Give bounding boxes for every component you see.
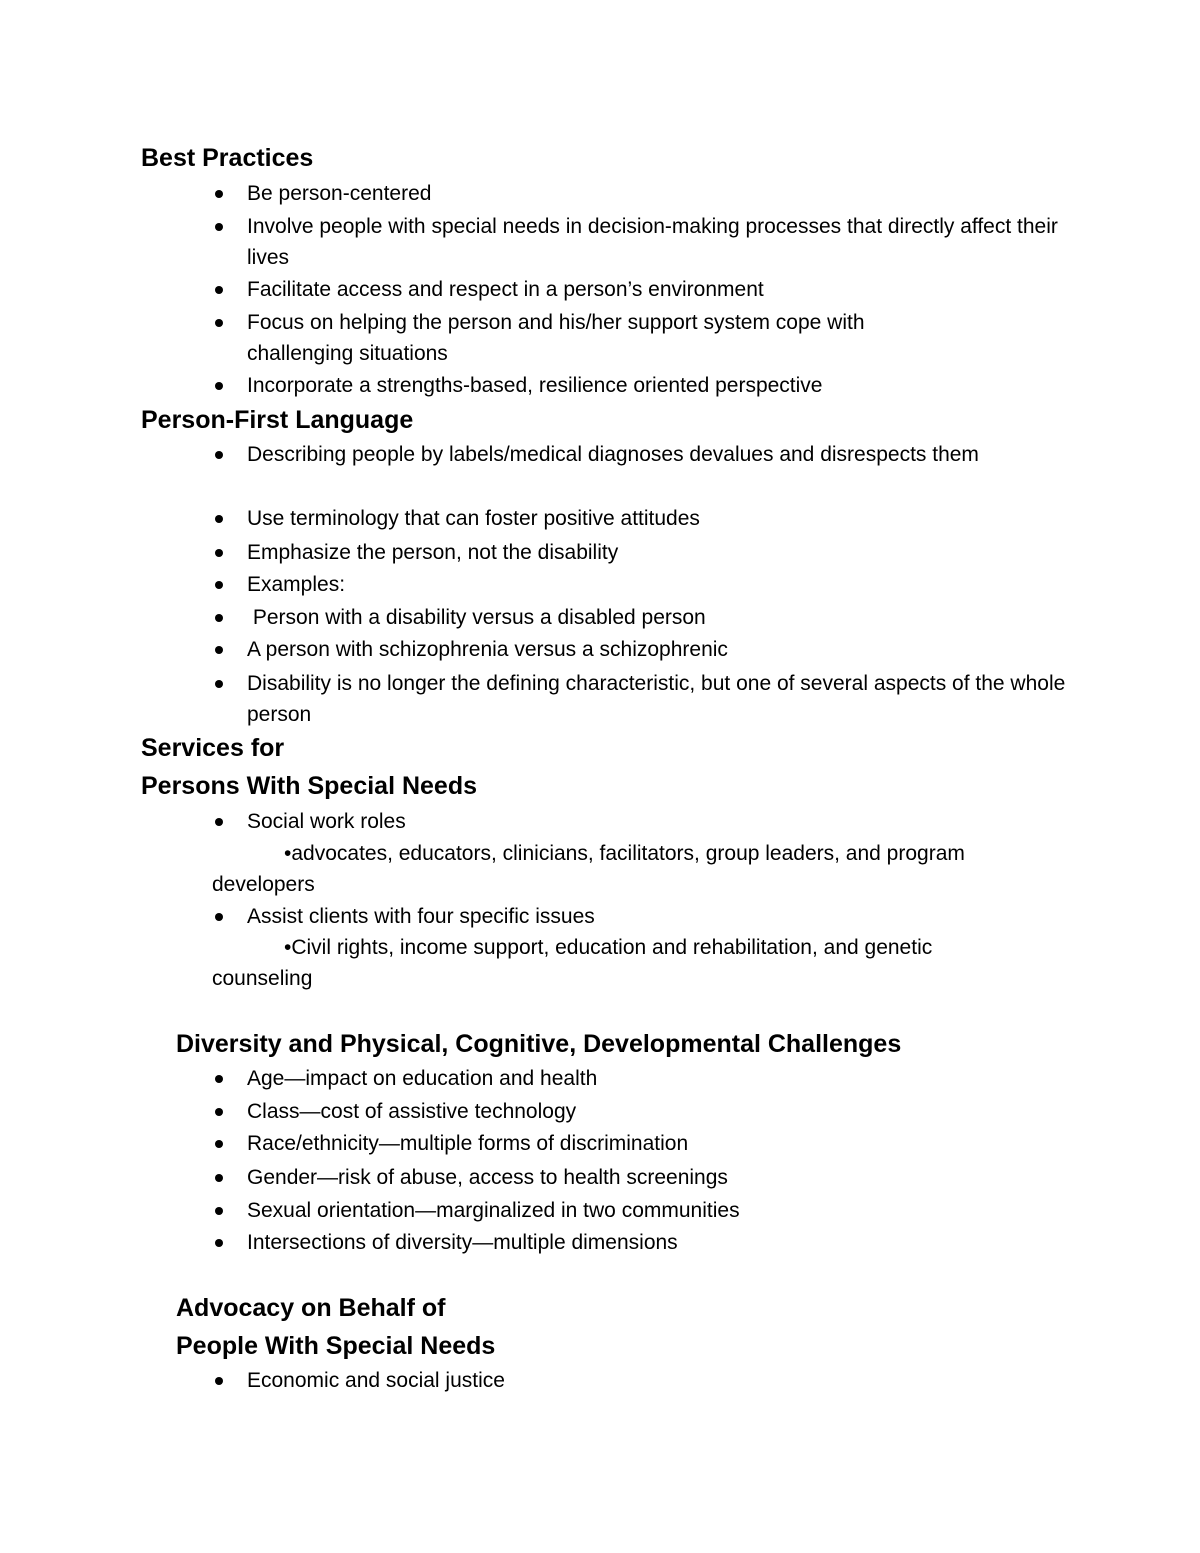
bullet-icon bbox=[212, 578, 226, 592]
section-heading-best-practices: Best Practices bbox=[141, 144, 314, 172]
list-item: Use terminology that can foster positive attitudes bbox=[247, 507, 700, 530]
list-item: Emphasize the person, not the disability bbox=[247, 541, 619, 564]
section-heading-person-first-language: Person-First Language bbox=[141, 406, 414, 434]
list-item: Examples: bbox=[247, 573, 346, 596]
section-heading-diversity: Diversity and Physical, Cognitive, Developmental Challenges bbox=[176, 1030, 902, 1058]
bullet-icon bbox=[212, 677, 226, 691]
bullet-icon bbox=[212, 283, 226, 297]
section-heading-advocacy-line-2: People With Special Needs bbox=[176, 1332, 496, 1360]
list-item: Involve people with special needs in decision-making processes that directly affect their lives bbox=[247, 215, 1058, 269]
section-heading-advocacy-line-1: Advocacy on Behalf of bbox=[176, 1294, 446, 1322]
list-item: Person with a disability versus a disabled person bbox=[247, 606, 706, 629]
list-item: Facilitate access and respect in a person’s environment bbox=[247, 278, 764, 301]
bullet-icon bbox=[212, 316, 226, 330]
bullet-icon bbox=[212, 910, 226, 924]
list-item: Economic and social justice bbox=[247, 1369, 505, 1392]
bullet-icon bbox=[212, 448, 226, 462]
bullet-icon bbox=[212, 546, 226, 560]
bullet-icon bbox=[212, 815, 226, 829]
sub-item: •advocates, educators, clinicians, facilitators, group leaders, and program developers bbox=[212, 842, 965, 896]
list-item: Be person-centered bbox=[247, 182, 432, 205]
bullet-icon bbox=[212, 1236, 226, 1250]
bullet-icon bbox=[212, 1137, 226, 1151]
list-item: Gender—risk of abuse, access to health screenings bbox=[247, 1166, 728, 1189]
section-heading-services-line-2: Persons With Special Needs bbox=[141, 772, 477, 800]
bullet-icon bbox=[212, 1105, 226, 1119]
list-item: Class—cost of assistive technology bbox=[247, 1100, 577, 1123]
list-item: Sexual orientation—marginalized in two communities bbox=[247, 1199, 740, 1222]
list-item: A person with schizophrenia versus a schizophrenic bbox=[247, 638, 728, 661]
section-heading-services-line-1: Services for bbox=[141, 734, 285, 762]
bullet-icon bbox=[212, 512, 226, 526]
bullet-icon bbox=[212, 1204, 226, 1218]
list-item: Race/ethnicity—multiple forms of discrimination bbox=[247, 1132, 689, 1155]
list-item: Age—impact on education and health bbox=[247, 1067, 598, 1090]
list-item: Incorporate a strengths-based, resilience oriented perspective bbox=[247, 374, 823, 397]
list-item: Describing people by labels/medical diagnoses devalues and disrespects them bbox=[247, 443, 979, 466]
bullet-icon bbox=[212, 643, 226, 657]
bullet-icon bbox=[212, 1171, 226, 1185]
bullet-icon bbox=[212, 220, 226, 234]
bullet-icon bbox=[212, 379, 226, 393]
list-item: Social work roles bbox=[247, 810, 406, 833]
list-item: Assist clients with four specific issues bbox=[247, 905, 595, 928]
list-item: Focus on helping the person and his/her support system cope with challenging situations bbox=[247, 311, 865, 365]
list-item: Disability is no longer the defining characteristic, but one of several aspects of the whole person bbox=[247, 672, 1066, 726]
bullet-icon bbox=[212, 187, 226, 201]
bullet-icon bbox=[212, 1072, 226, 1086]
bullet-icon bbox=[212, 1374, 226, 1388]
list-item: Intersections of diversity—multiple dimensions bbox=[247, 1231, 678, 1254]
bullet-icon bbox=[212, 611, 226, 625]
sub-item: •Civil rights, income support, education and rehabilitation, and genetic counseling bbox=[212, 936, 933, 990]
